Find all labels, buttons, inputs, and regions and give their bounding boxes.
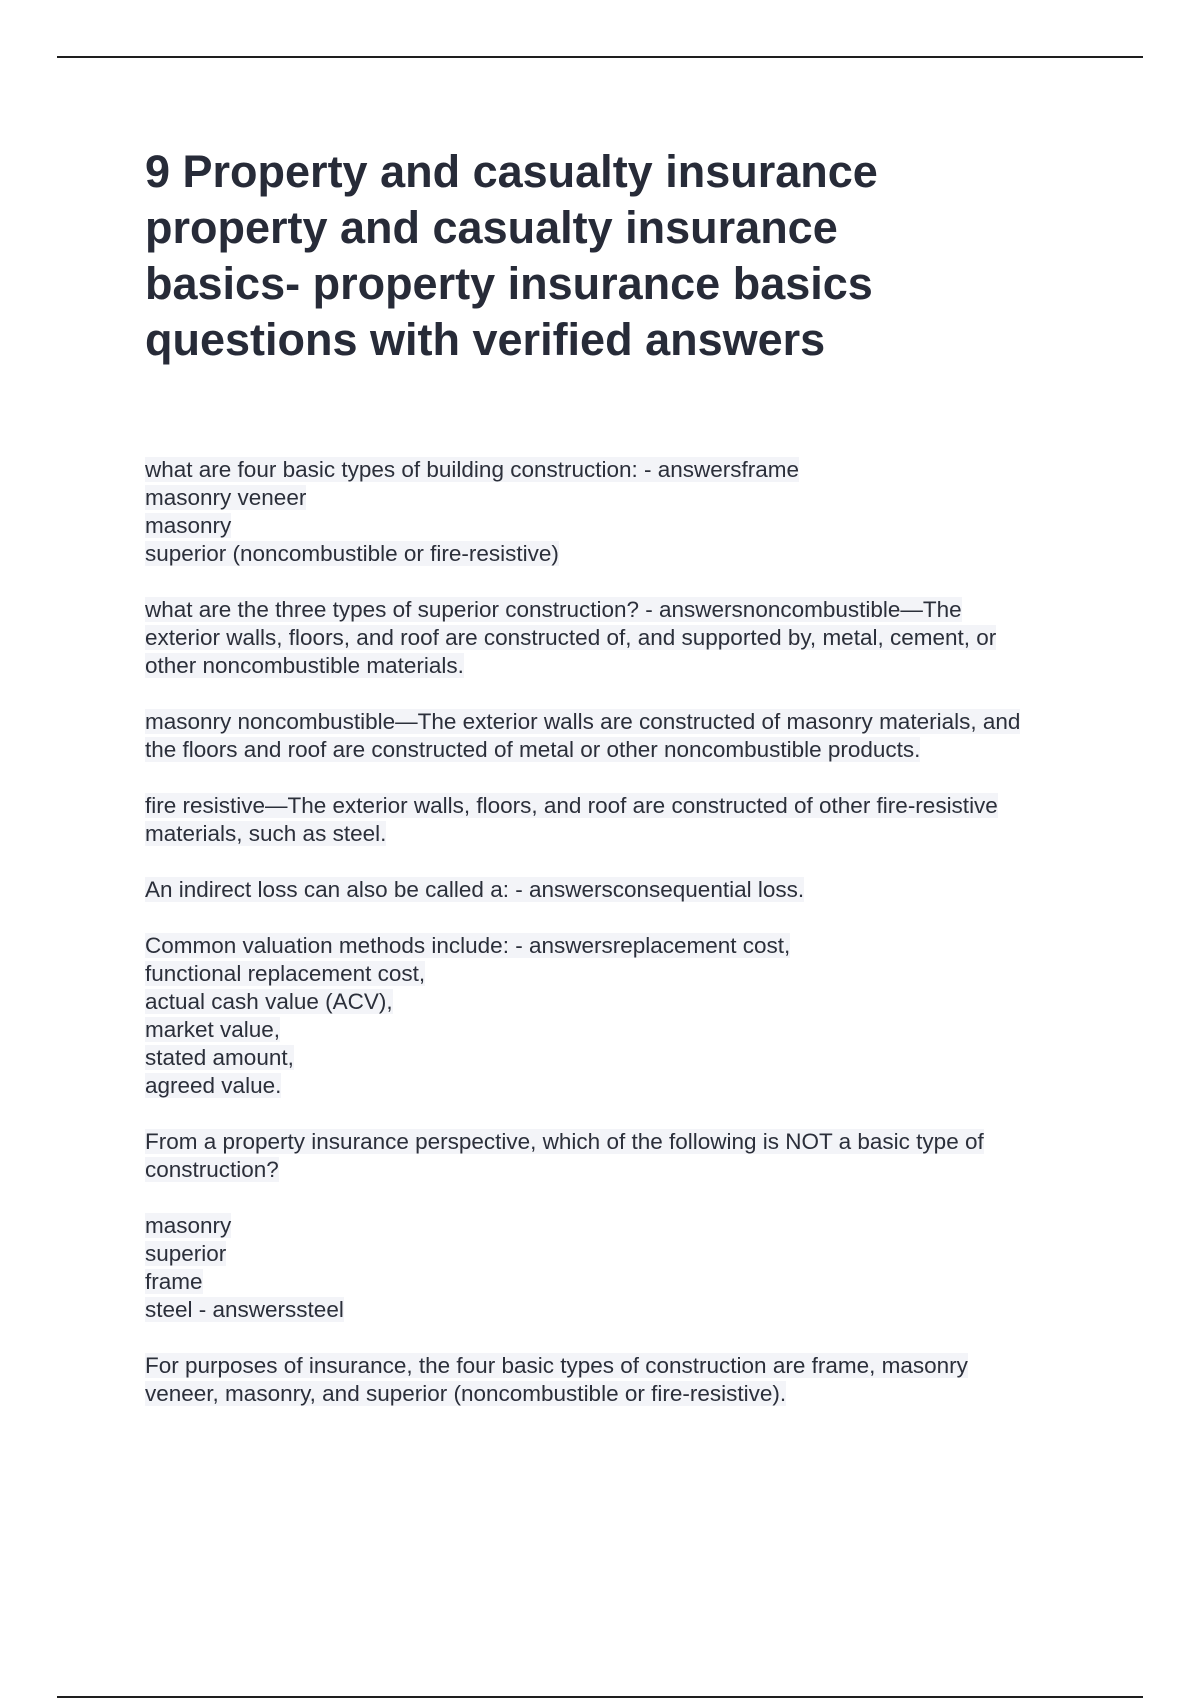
text-line: frame: [145, 1269, 203, 1294]
qa-superior-construction: [145, 596, 1095, 680]
text-line: Common valuation methods include: - answersreplacement cost,: [145, 933, 791, 958]
text-line: superior (noncombustible or fire-resistive): [145, 541, 559, 566]
text-line: steel - answerssteel: [145, 1297, 344, 1322]
text-line: what are four basic types of building construction: - answersframe: [145, 457, 800, 482]
title-line: 9 Property and casualty insurance: [145, 146, 878, 197]
text-line: the floors and roof are constructed of metal or other noncombustible products.: [145, 737, 921, 762]
text-line: what are the three types of superior construction? - answersnoncombustible—The: [145, 597, 962, 622]
title-line: basics- property insurance basics: [145, 258, 873, 309]
text-line: materials, such as steel.: [145, 821, 387, 846]
bottom-divider: [57, 1696, 1143, 1698]
document-body: [145, 456, 1095, 1408]
text-line: exterior walls, floors, and roof are constructed of, and supported by, metal, cement, or: [145, 625, 997, 650]
text-line: construction?: [145, 1157, 279, 1182]
qa-not-basic-type-options: [145, 1212, 1095, 1324]
document-title: [145, 144, 1095, 368]
top-divider: [57, 56, 1143, 58]
text-line: other noncombustible materials.: [145, 653, 464, 678]
title-line: questions with verified answers: [145, 314, 826, 365]
text-line: An indirect loss can also be called a: - answersconsequential loss.: [145, 877, 805, 902]
text-line: masonry noncombustible—The exterior walls are constructed of masonry materials, and: [145, 709, 1021, 734]
qa-four-basic-types: [145, 456, 1095, 568]
title-line: property and casualty insurance: [145, 202, 838, 253]
text-line: From a property insurance perspective, which of the following is NOT a basic type of: [145, 1129, 984, 1154]
qa-not-basic-type-question: [145, 1128, 1095, 1184]
text-line: stated amount,: [145, 1045, 294, 1070]
four-basic-types-summary: [145, 1352, 1095, 1408]
text-line: superior: [145, 1241, 227, 1266]
text-line: actual cash value (ACV),: [145, 989, 393, 1014]
qa-valuation-methods: [145, 932, 1095, 1100]
text-line: agreed value.: [145, 1073, 282, 1098]
text-line: For purposes of insurance, the four basic types of construction are frame, masonry: [145, 1353, 968, 1378]
fire-resistive-paragraph: [145, 792, 1095, 848]
text-line: functional replacement cost,: [145, 961, 426, 986]
text-line: masonry: [145, 513, 232, 538]
qa-indirect-loss: [145, 876, 1095, 904]
masonry-noncombustible-paragraph: [145, 708, 1095, 764]
text-line: market value,: [145, 1017, 281, 1042]
text-line: fire resistive—The exterior walls, floors, and roof are constructed of other fire-resistive: [145, 793, 998, 818]
text-line: veneer, masonry, and superior (noncombustible or fire-resistive).: [145, 1381, 787, 1406]
text-line: masonry veneer: [145, 485, 307, 510]
document-content: [145, 144, 1095, 1436]
text-line: masonry: [145, 1213, 232, 1238]
